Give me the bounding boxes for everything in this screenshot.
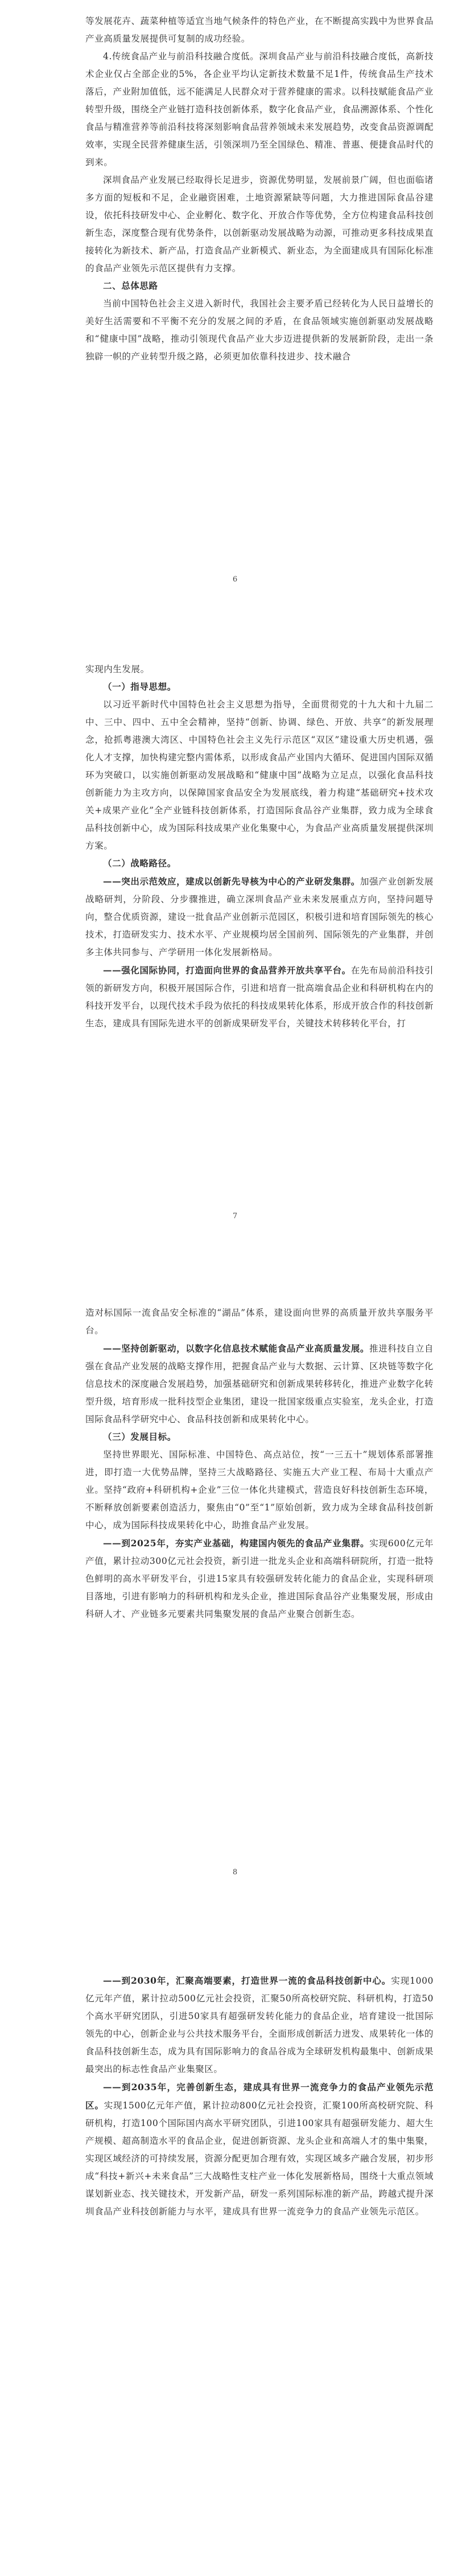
paragraph [85, 1972, 434, 2078]
paragraph: 造对标国际一流食品安全标准的“湖品”体系，建设面向世界的高质量开放共享服务平台。 [85, 1308, 434, 1336]
goal-title: ——到2030年，汇聚高端要素，打造世界一流的食品科技创新中心。 [103, 1975, 391, 1986]
paragraph [85, 2078, 434, 2221]
page-number: 6 [232, 575, 238, 584]
page-4-body [85, 1972, 434, 2221]
paragraph [85, 1534, 434, 1623]
paragraph: 4.传统食品产业与前沿科技融合度低。深圳食品产业与前沿科技融合度低，高新技术企业仅占全部企业的5%，各企业平均认定新技术数量不足1件，传统食品生产技术落后，产业附加值低，远不能满足人民群众对于营养健康的需求。以科技赋能食品产业转型升级，围绕全产业链打造科技创新体系，数字化食品产业，食品溯源体系、个性化食品与精准营养等前沿科技将深刻影响食品营养领域未来发展趋势，改变食品资源调配效率，实现全民营养健康生活，引领深圳乃至全国绿色、精准、普惠、便捷食品时代的到来。 [85, 51, 434, 167]
page-number: 8 [232, 1868, 238, 1877]
goal-title: ——到2035年，完善创新生态，建成具有世界一流竞争力的食品产业领先示范区。 [85, 2082, 434, 2111]
page-gap [0, 1263, 470, 1299]
paragraph: 坚持世界眼光、国际标准、中国特色、高点站位，按“一三五十”规划体系部署推进，即打造一大优势品牌，坚持三大战略路径、实施五大产业工程、布局十大重点产业。坚持“政府+科研机构+企业”三位一体化共建模式，营造良好科技创新生态环境，不断释放创新要素创造活力，聚焦由“0”至“1”原始创新，致力成为全球食品科技创新中心，成为国际科技成果转化中心，助推食品产业发展。 [85, 1449, 434, 1530]
subsection-heading: （三）发展目标。 [103, 1432, 176, 1442]
goal-text: 实现1500亿元年产值，累计拉动800亿元社会投资，汇聚100所高校研究院、科研机构，打造100个国际国内高水平研究团队，引进100家具有超强研发能力、超大生产规模、超高制造水平的食品企业，促进创新资源、龙头企业和高端人才的集中集聚，实现区域经济的可持续发展，资源分配更加合理有效，实现区域多产融合发展，初步形成“科技+新兴+未来食品”三大战略性支柱产业一体化发展新格局，围绕十大重点领域谋划新业态、找关键技术，开发新产品，研发一系列国际标准的新产品，跨越式提升深圳食品产业科技创新能力与水平，建成具有世界一流竞争力的食品产业领先示范区。 [85, 2100, 434, 2217]
goal-text: 实现1000亿元年产值，累计拉动500亿元社会投资，汇聚50所高校研究院、科研机构，打造50个高水平研究团队，引进50家具有超强研发转化能力的食品企业，培育建设一批国际领先的中心，创新企业与公共技术服务平台，全面形成创新活力迸发、成果转化一体的食品科技创新生态，成为具有国际影响力的食品谷成为全球研发机构最集中、创新成果最突出的标志性食品产业集聚区。 [85, 1976, 434, 2074]
goal-title: ——到2025年，夯实产业基础，构建国内领先的食品产业集群。 [103, 1538, 370, 1549]
page-gap [0, 1919, 470, 1955]
page-1-body [85, 13, 434, 366]
subsection-heading: （二）战略路径。 [103, 858, 176, 869]
subsection-heading: （一）指导思想。 [103, 682, 176, 692]
strategy-title: ——强化国际协同，打造面向世界的食品营养开放共享平台。 [103, 965, 351, 976]
paragraph: 等发展花卉、蔬菜种植等适宜当地气候条件的特色产业，在不断提高实践中为世界食品产业高质量发展提供可复制的成功经验。 [85, 16, 434, 44]
paragraph: 当前中国特色社会主义进入新时代，我国社会主要矛盾已经转化为人民日益增长的美好生活需要和不平衡不充分的发展之间的矛盾，在食品领域实施创新驱动发展战略和“健康中国”战略，推动引领现代食品产业大步迈进提供新的发展新阶段，走出一条独辟一帜的产业转型升级之路，必须更加依靠科技进步、技术融合 [85, 298, 434, 362]
page-number: 7 [232, 1212, 238, 1221]
strategy-text: 加强产业创新发展战略研判，分阶段、分步骤推进，确立深圳食品产业未来发展重点方向，坚持问题导向，整合优质资源，建设一批食品产业创新示范园区，积极引进和培育国际领先的核心技术，打造研发实力、技术水平、产业规模均居全国前列、国际领先的产业集群，并创多主体共同参与、产学研用一体化发展新格局。 [85, 877, 434, 957]
paragraph: 实现内生发展。 [85, 664, 150, 674]
section-heading: 二、总体思路 [103, 281, 158, 291]
strategy-title: ——突出示范效应，建成以创新先导核为中心的产业研发集群。 [103, 876, 360, 887]
page-3 [0, 1299, 470, 1919]
page-2 [0, 642, 470, 1263]
paragraph: 以习近平新时代中国特色社会主义思想为指导，全面贯彻党的十九大和十九届二中、三中、四中、五中全会精神，坚持“创新、协调、绿色、开放、共享”的新发展理念，抢抓粤港澳大湾区、中国特色社会主义先行示范区“双区”建设重大历史机遇，强化人才支撑，加快构建完整内需体系，以形成食品产业国内大循环、促进国内国际双循环为突破口，以实施创新驱动发展战略和“健康中国”战略为立足点，以强化食品科技创新能力为主攻方向，以保障国家食品安全为发展底线，着力构建“基础研究+技术攻关+成果产业化”全产业链科技创新体系，打造国际食品谷产业集群，致力成为全球食品科技创新中心，成为国际科技成果产业化集聚中心，为食品产业高质量发展提供深圳方案。 [85, 699, 434, 851]
paragraph: 深圳食品产业发展已经取得长足进步，资源优势明显，发展前景广阔，但也面临诸多方面的短板和不足，企业融资困难，土地资源紧缺等问题，大力推进国际食品谷建设，依托科技研发中心、企业孵化、数字化、开放合作等优势，全方位构建食品科技创新生态，深度整合现有优势条件，以创新驱动发展战略为动源，可推动更多科技成果直接转化为新技术、新产品，打造食品产业新模式、新业态，为全面建成具有国际化标准的食品产业领先示范区提供有力支撑。 [85, 175, 434, 273]
paragraph [85, 873, 434, 961]
goal-text: 实现600亿元年产值，累计拉动300亿元社会投资，新引进一批龙头企业和高端科研院所，打造一批特色鲜明的高水平研发平台，引进15家具有较强研发转化能力的食品企业，实现科研项目落地，引进有影响力的科研机构和龙头企业，推进国际食品谷产业集聚发展，形成由科研人才、产业链多元要素共同集聚发展的食品产业聚合创新生态。 [85, 1538, 434, 1619]
page-1 [0, 0, 470, 615]
page-gap [0, 615, 470, 642]
page-3-body [85, 1304, 434, 1623]
strategy-title: ——坚持创新驱动，以数字化信息技术赋能食品产业高质量发展。 [103, 1343, 370, 1354]
strategy-text: 推进科技自立自强在食品产业发展的战略支撑作用，把握食品产业与大数据、云计算、区块链等数字化信息技术的深度融合发展趋势，加强基础研究和创新成果转移转化，推进产业数字化转型升级，培育形成一批科技型企业集团，建设一批国家级重点实验室，龙头企业，打造国际食品科学研究中心、食品科技创新和成果转化中心。 [85, 1344, 434, 1424]
paragraph [85, 961, 434, 1033]
page-4 [0, 1955, 470, 2576]
paragraph [85, 1340, 434, 1428]
strategy-text: 在先布局前沿科技引领的新研发方向，积极开展国际合作，引进和培育一批高端食品企业和科研机构在内的科技开发平台，以现代技术手段为依托的科技成果转化体系，形成开放合作的科技创新生态，建成具有国际先进水平的创新成果研发平台，关键技术转移转化平台，打 [85, 965, 434, 1029]
page-2-body [85, 661, 434, 1033]
